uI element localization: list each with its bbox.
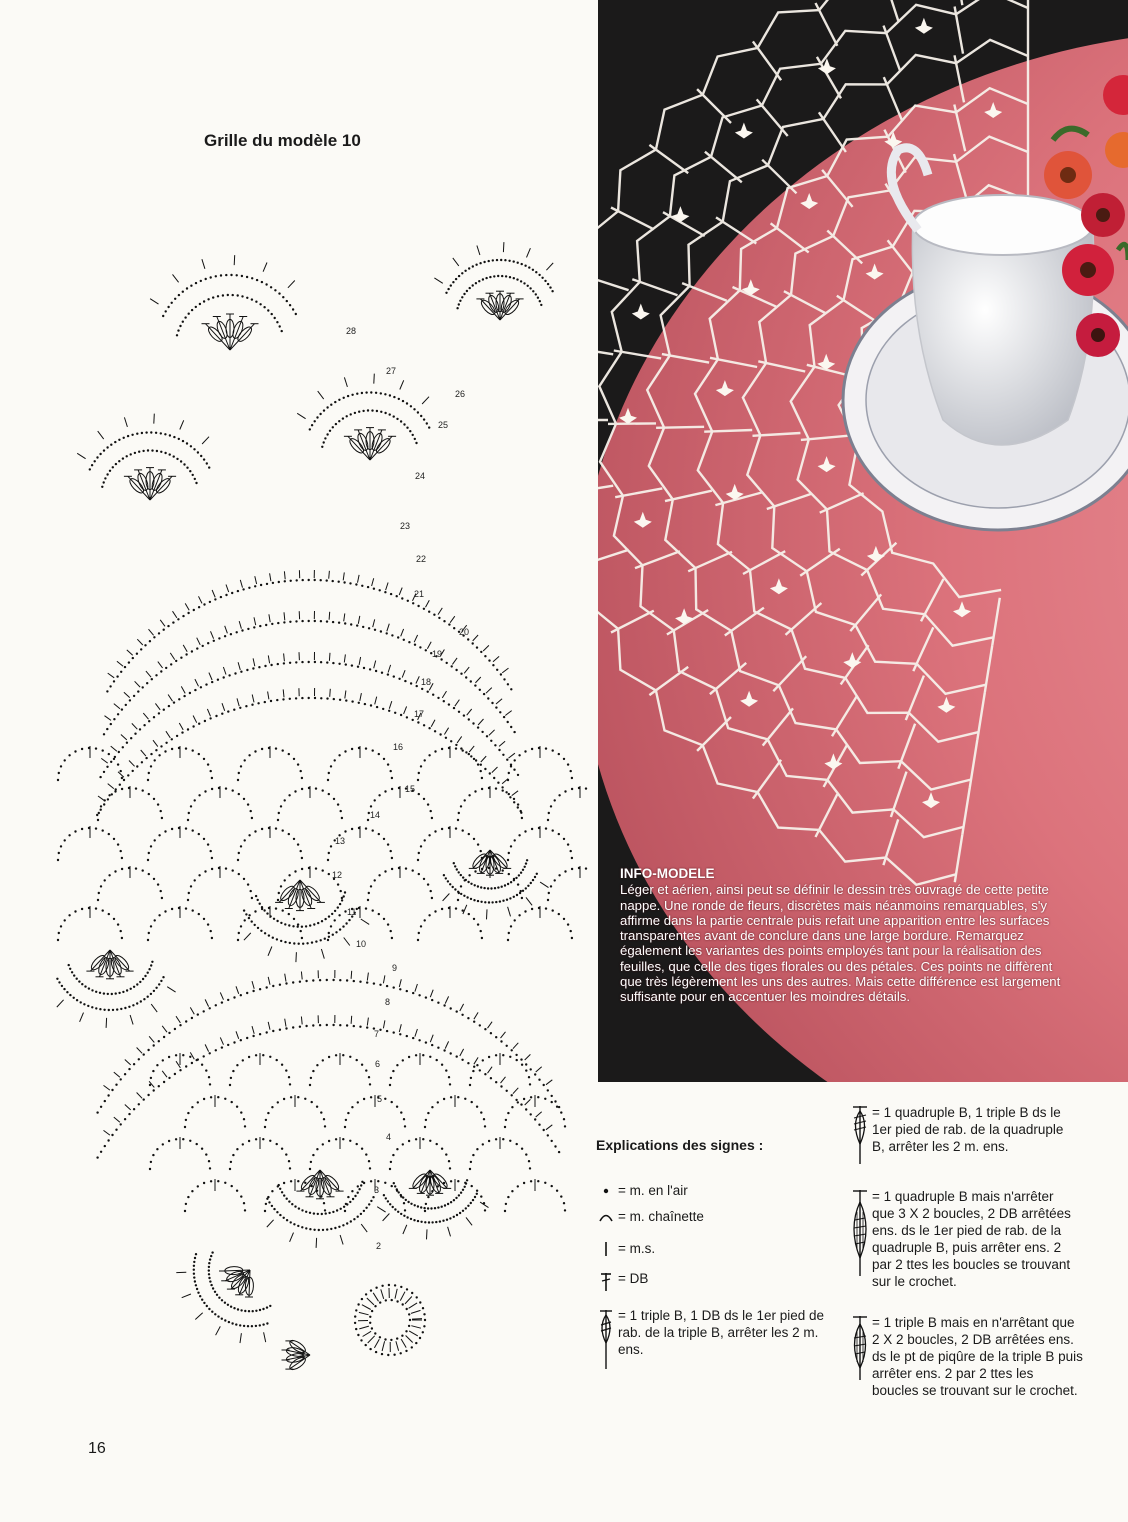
page-number: 16 xyxy=(88,1440,106,1457)
round-label: 15 xyxy=(405,784,416,794)
round-label: 17 xyxy=(414,709,425,719)
legend-item-single-crochet: = m.s. xyxy=(594,1240,834,1258)
legend-title: Explications des signes : xyxy=(596,1137,764,1153)
dot-symbol-icon xyxy=(594,1182,618,1198)
bar-symbol-icon xyxy=(594,1240,618,1258)
round-label: 24 xyxy=(415,471,426,481)
round-label: 14 xyxy=(370,810,381,820)
info-box xyxy=(620,866,1065,1005)
round-label: 2 xyxy=(376,1241,382,1251)
round-label: 19 xyxy=(432,649,443,659)
cross-bar-symbol-icon xyxy=(594,1270,618,1292)
round-label: 21 xyxy=(414,589,425,599)
legend-item-quadruple-b: = 1 quadruple B, 1 triple B ds le 1er pied de rab. de la quadruple B, arrêter les 2 m. ens. xyxy=(848,1104,1078,1166)
round-label: 18 xyxy=(421,677,432,687)
info-text: Léger et aérien, ainsi peut se définir le dessin très ouvragé de cette petite nappe. Une ronde de fleurs, discrètes mais néanmoins remarquables, s'y affirme dans la partie centrale puis refait une apparition entre les surfaces transparentes avant de conclure dans une large bordure. Remarquez également les variantes des points employés tant pour la réalisation des feuilles, que celle des tiges florales ou des pétales. Ces points ne diffèrent que très légèrement les uns des autres. Mais cette différence est largement suffisante pour en accentuer les moindres détails. xyxy=(620,882,1061,1005)
doily-photo xyxy=(598,0,1128,1082)
round-label: 16 xyxy=(393,742,404,752)
round-label: 7 xyxy=(374,1029,380,1039)
round-label: 4 xyxy=(386,1132,392,1142)
legend-item-chain: = m. en l'air xyxy=(594,1182,834,1199)
triple-b-symbol-icon xyxy=(594,1307,618,1371)
round-label: 28 xyxy=(346,326,357,336)
round-label: 3 xyxy=(374,1185,380,1195)
legend-item-slip-stitch: = m. chaînette xyxy=(594,1208,834,1225)
quadruple-b-symbol-icon xyxy=(848,1104,872,1166)
round-label: 20 xyxy=(459,627,470,637)
quadruple-b-leaf-symbol-icon xyxy=(848,1188,872,1280)
arc-symbol-icon xyxy=(594,1208,618,1224)
round-label: 27 xyxy=(386,366,397,376)
crochet-diagram xyxy=(30,160,590,1400)
round-label: 13 xyxy=(335,836,346,846)
round-label: 9 xyxy=(392,963,398,973)
round-label: 12 xyxy=(332,870,343,880)
round-label: 25 xyxy=(438,420,449,430)
legend-item-triple-b: = 1 triple B, 1 DB ds le 1er pied de rab. de la triple B, arrêter les 2 m. ens. xyxy=(594,1307,834,1371)
page-title: Grille du modèle 10 xyxy=(204,131,361,150)
legend-item-triple-b-leaf: = 1 triple B mais en n'arrêtant que 2 X 2 boucles, 2 DB arrêtées ens. ds le pt de piqûre de la triple B puis arrêter ens. 2 par 2 ttes les boucles se trouvant sur le crochet. xyxy=(848,1314,1083,1399)
info-title: INFO-MODELE xyxy=(620,866,715,881)
legend-item-double-crochet: = DB xyxy=(594,1270,834,1292)
triple-b-leaf-symbol-icon xyxy=(848,1314,872,1384)
round-label: 22 xyxy=(416,554,427,564)
round-label: 10 xyxy=(356,939,367,949)
round-label: 5 xyxy=(377,1094,383,1104)
round-label: 23 xyxy=(400,521,411,531)
round-label: 6 xyxy=(375,1059,381,1069)
legend-item-quadruple-b-leaf: = 1 quadruple B mais n'arrêter que 3 X 2 boucles, 2 DB arrêtées ens. ds le 1er pied de rab. de la quadruple B, puis arrêter ens. 2 par 2 ttes les boucles se trouvant sur le crochet. xyxy=(848,1188,1078,1290)
round-label: 26 xyxy=(455,389,466,399)
round-label: 8 xyxy=(385,997,391,1007)
round-label: 11 xyxy=(347,907,357,917)
